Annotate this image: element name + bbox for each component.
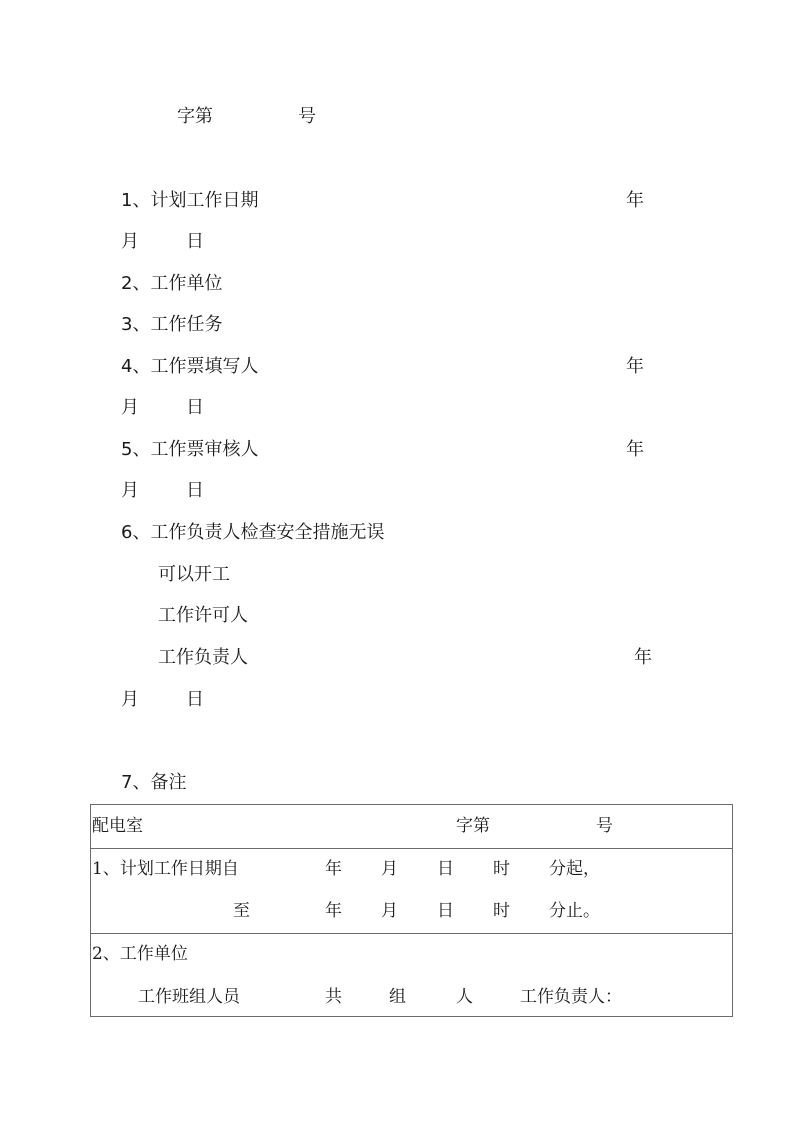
- item1-year: 年: [626, 190, 644, 211]
- item6-label: 6、工作负责人检查安全措施无误: [121, 522, 385, 543]
- table-start-hour: 时: [493, 859, 510, 879]
- table-end-month: 月: [381, 901, 398, 921]
- item6-year: 年: [634, 647, 652, 668]
- table-crew: 工作班组人员: [138, 987, 240, 1007]
- item4-label: 4、工作票填写人: [121, 356, 259, 377]
- item6-can-start: 可以开工: [158, 564, 230, 585]
- item1-day: 日: [186, 231, 204, 252]
- item1-month: 月: [121, 231, 139, 252]
- item4-month: 月: [121, 397, 139, 418]
- table-zi-di: 字第: [456, 816, 490, 836]
- table-unit-label: 2、工作单位: [92, 944, 188, 964]
- table-end-hour: 时: [493, 901, 510, 921]
- item6-permit-person: 工作许可人: [158, 605, 248, 626]
- item5-label: 5、工作票审核人: [121, 439, 259, 460]
- table-hao: 号: [596, 816, 613, 836]
- table-responsible: 工作负责人：: [520, 987, 622, 1007]
- doc-hao: 号: [298, 106, 316, 127]
- item4-day: 日: [186, 397, 204, 418]
- item6-month: 月: [121, 689, 139, 710]
- item7-label: 7、备注: [121, 772, 187, 793]
- table-to: 至: [233, 901, 250, 921]
- table-start-day: 日: [437, 859, 454, 879]
- item1-label: 1、计划工作日期: [121, 190, 259, 211]
- item4-year: 年: [626, 356, 644, 377]
- item5-year: 年: [626, 439, 644, 460]
- item5-month: 月: [121, 480, 139, 501]
- table-start-year: 年: [325, 859, 342, 879]
- table-room: 配电室: [92, 816, 143, 836]
- table-end-day: 日: [437, 901, 454, 921]
- table-end-year: 年: [325, 901, 342, 921]
- table-divider-2: [90, 933, 733, 934]
- table-divider-1: [90, 848, 733, 849]
- table-start-month: 月: [381, 859, 398, 879]
- table-end-minute: 分止。: [549, 901, 600, 921]
- table-total: 共: [325, 987, 342, 1007]
- doc-zi-di: 字第: [177, 106, 213, 127]
- item2-label: 2、工作单位: [121, 273, 223, 294]
- item6-responsible-person: 工作负责人: [158, 647, 248, 668]
- table-group: 组: [389, 987, 406, 1007]
- table-start-minute: 分起，: [549, 859, 600, 879]
- item3-label: 3、工作任务: [121, 314, 223, 335]
- item6-day: 日: [186, 689, 204, 710]
- item5-day: 日: [186, 480, 204, 501]
- table-date-label: 1、计划工作日期自: [92, 859, 239, 879]
- table-person: 人: [456, 987, 473, 1007]
